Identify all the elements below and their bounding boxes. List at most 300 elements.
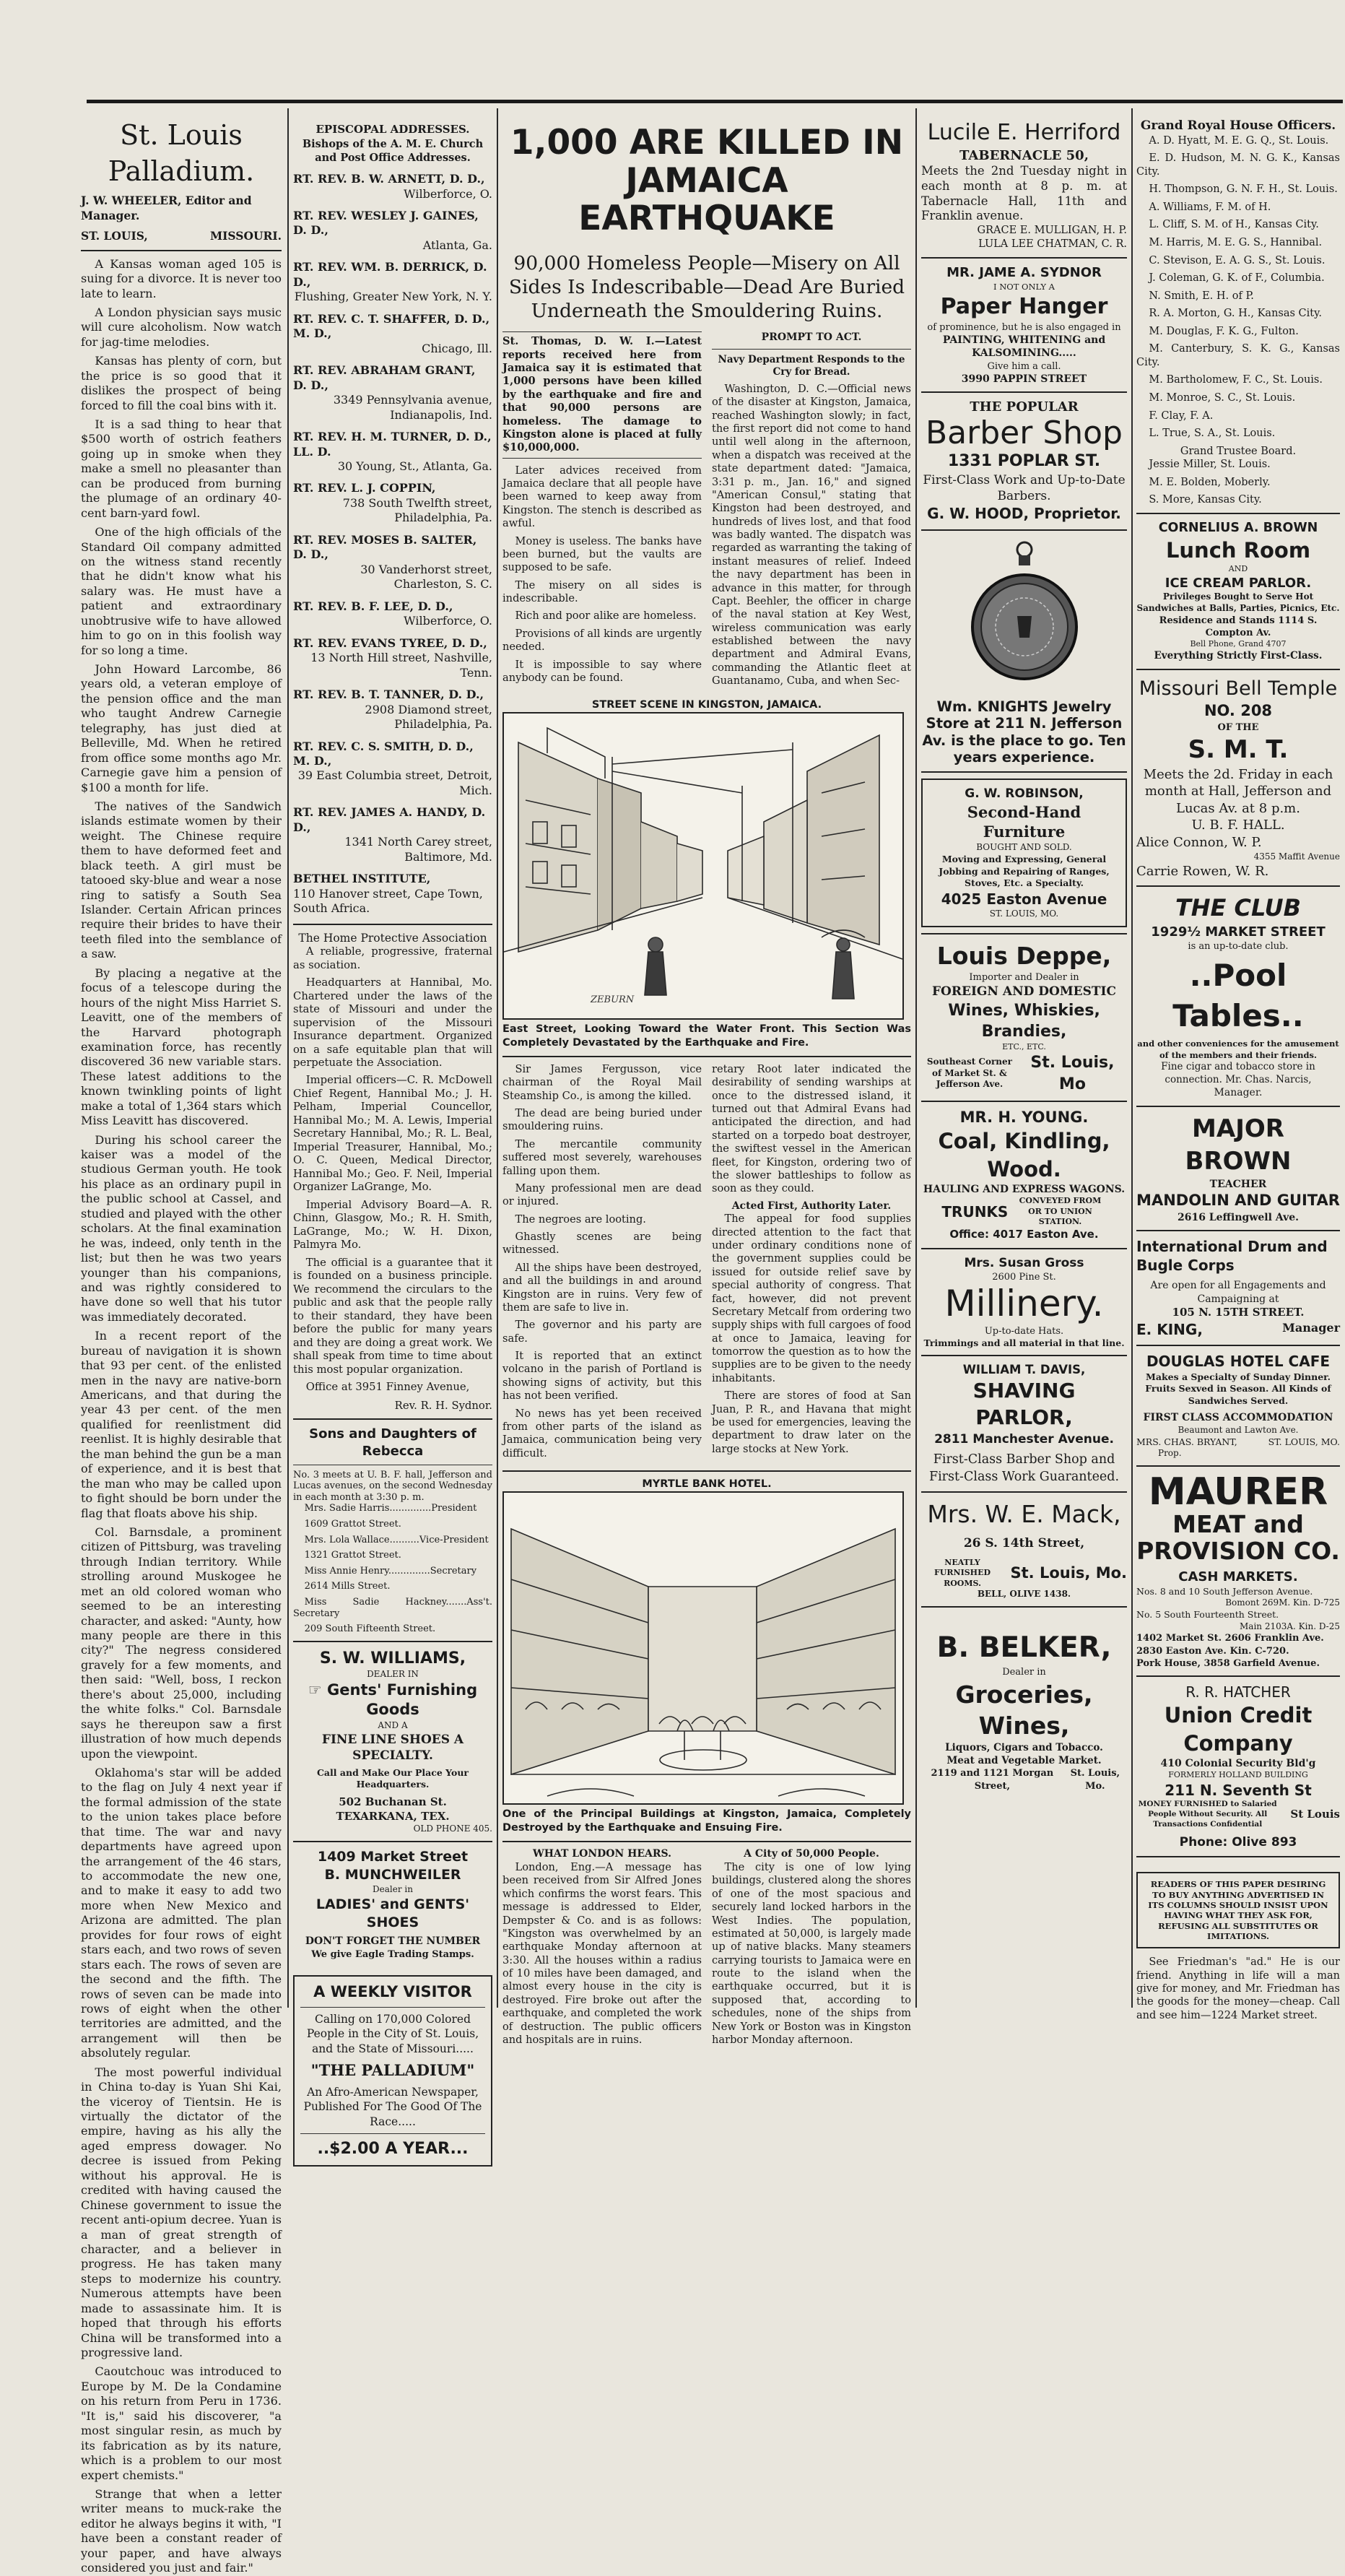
hatcher-row: [1136, 1800, 1340, 1830]
bishop-entry: [293, 636, 492, 680]
deppe-corner-row: [921, 1052, 1127, 1094]
royal-officer: L. Cliff, S. M. of H., Kansas City.: [1149, 219, 1319, 231]
belker-goods: Groceries, Wines,: [955, 1680, 1093, 1740]
trustee: S. More, Kansas City.: [1149, 494, 1262, 506]
royal-officer: M. Bartholomew, F. C., St. Louis.: [1149, 374, 1323, 386]
main-top-left: [502, 331, 702, 692]
divider: [293, 1841, 492, 1842]
lead-paragraphs: [502, 464, 702, 685]
munchweiler-street: 1409 Market Street: [317, 1849, 469, 1865]
bishop-address: Chicago, Ill.: [422, 341, 492, 355]
major-teacher: TEACHER: [1209, 1178, 1267, 1190]
col1-paragraph: During his school career the kaiser was a model of the studious German youth. He took his place as an ordinary pupil in the public school at Cassel, and studied and played with the other scholars. At the final examination he was, indeed, only tenth in the list; but then he was two years younger than his companions, and was rightly considered to have done so well that his tutor was immediately decorated.: [81, 1132, 282, 1324]
gross-trim: Trimmings and all material in that line.: [923, 1337, 1125, 1348]
rebecca-officers: [293, 1503, 492, 1634]
divider: [1136, 1465, 1340, 1467]
lead-paragraph: It is impossible to say where anybody can be found.: [502, 658, 702, 684]
column-rule: [1131, 108, 1133, 2008]
bishop-address: Wilberforce, O.: [404, 186, 492, 201]
bell-no: NO. 208: [1203, 702, 1273, 720]
col1-paragraph: John Howard Larcombe, 86 years old, a veteran employe of the pension office and the man who taught Andrew Carnegie telegraphy, has just died at Belleville, Md. When he retired from office some months ago Mr. Carnegie gave him a pension of $100 a month for life.: [81, 662, 282, 794]
home-protective-title: The Home Protective Association: [298, 931, 487, 945]
divider: [300, 2007, 485, 2008]
maurer-m5: Pork House, 3858 Garfield Avenue.: [1136, 1657, 1320, 1669]
brown-and: AND: [1228, 564, 1248, 574]
home-protective-paragraph: Headquarters at Hannibal, Mo. Chartered under the laws of the state of Missouri and under the supervision of the Missouri Insurance department. Organized on a safe equitable plan that will perpetuate the Association.: [293, 976, 492, 1069]
belker-addr: 2119 and 1121 Morgan Street,: [931, 1768, 1054, 1792]
rebecca-officer-line: Mrs. Lola Wallace..........Vice-President: [304, 1534, 489, 1545]
divider: [502, 1470, 911, 1472]
munchweiler-dealer: Dealer in: [373, 1884, 413, 1895]
top-rule: [87, 100, 1343, 103]
bell-temple-ad: [1136, 676, 1340, 880]
bell-smt: S. M. T.: [1188, 735, 1289, 765]
douglas-cross: Beaumont and Lawton Ave.: [1178, 1424, 1299, 1435]
maurer-m1-phone: Bomont 269M. Kin. D-725: [1225, 1597, 1340, 1608]
bishop-name: RT. REV. EVANS TYREE, D. D.,: [293, 636, 487, 650]
masthead-editor: J. W. WHEELER, Editor and Manager.: [81, 194, 252, 222]
column-1: [81, 108, 282, 2575]
barber-addr: 1331 POPLAR ST.: [947, 452, 1101, 471]
bishop-address: 13 North Hill street, Nashville, Tenn.: [310, 651, 492, 680]
williams-city: TEXARKANA, TEX.: [336, 1809, 450, 1823]
brown-priv: Privileges Bought to Serve Hot Sandwiches at Balls, Parties, Picnics, Etc.: [1136, 591, 1340, 614]
maurer-m1: Nos. 8 and 10 South Jefferson Avenue.: [1136, 1585, 1313, 1597]
mack-row: [921, 1558, 1127, 1590]
bishop-entry: [293, 363, 492, 422]
herriford-tab: TABERNACLE 50,: [959, 147, 1089, 163]
col1-paragraph: Oklahoma's star will be added to the flag on July 4 next year if the formal admission of the state to the union takes place before that time. The war and navy departments have agreed upon the arrangement of the 46 stars, to accommodate the new one, and to make it easy to add two more when New Mexico and Arizona are admitted. The plan provides for four rows of eight stars each, and two rows of seven stars each. The rows of seven are the second and the fifth. The rows of seven can be made into rows of eight when the other territories are admitted, and the arrangement will then be absolutely regular.: [81, 1765, 282, 2060]
belker-liquors: Liquors, Cigars and Tobacco.: [945, 1741, 1103, 1753]
young-office: Office: 4017 Easton Ave.: [949, 1227, 1099, 1241]
rebecca-officer-line: Mrs. Sadie Harris..............President: [304, 1503, 477, 1514]
sydnor-addr: 3990 PAPPIN STREET: [961, 373, 1087, 385]
rebecca-officer-line: 209 South Fifteenth Street.: [304, 1623, 436, 1635]
bishop-entry: [293, 533, 492, 592]
williams-goods: [293, 1681, 492, 1720]
deppe-ad: [921, 940, 1127, 1095]
bethel-address: 110 Hanover street, Cape Town, South Africa.: [293, 886, 483, 916]
divider: [921, 1606, 1127, 1608]
belker-dealer: Dealer in: [1002, 1667, 1046, 1678]
visitor-title: A WEEKLY VISITOR: [313, 1982, 472, 2000]
robinson-sold: BOUGHT AND SOLD.: [976, 842, 1072, 853]
mack-city: St. Louis, Mo.: [1010, 1564, 1127, 1582]
royal-officer: M. Canterbury, S. K. G., Kansas City.: [1136, 343, 1340, 368]
douglas-prop-name: MRS. CHAS. BRYANT,: [1136, 1436, 1237, 1447]
brown-parlor: ICE CREAM PARLOR.: [1165, 575, 1312, 591]
royal-officer: L. True, S. A., St. Louis.: [1149, 428, 1276, 440]
maurer-cash: CASH MARKETS.: [1178, 1569, 1298, 1585]
col1-paragraph: The most powerful individual in China to-day is Yuan Shi Kai, the viceroy of Tientsin. He is virtually the dictator of the empire, having as his ally the aged empress dowager. No decree is issued from Peking without his approval. He is credited with having caused the Chinese government to issue the recent anti-opium decree. Yuan is a man of great strength of character, and a believer in progress. He has taken many steps to modernize his country. Numerous attempts have been made to assassinate him. It is hoped that through his efforts China will be transformed into a progressive land.: [81, 2065, 282, 2360]
hatcher-phone: Phone: Olive 893: [1179, 1834, 1297, 1849]
divider: [1136, 1106, 1340, 1107]
divider: [502, 1056, 911, 1057]
bell-wp: Alice Connon, W. P.: [1136, 835, 1262, 850]
royal-officer: M. Douglas, F. K. G., Fulton.: [1149, 325, 1299, 337]
mack-name: Mrs. W. E. Mack,: [927, 1499, 1121, 1528]
brown-res: Residence and Stands 1114 S. Compton Av.: [1159, 615, 1318, 639]
maurer-line1: MEAT and: [1172, 1510, 1304, 1539]
divider: [921, 1491, 1127, 1493]
hatcher-formerly: FORMERLY HOLLAND BUILDING: [1168, 1770, 1308, 1780]
drum-mgr-row: [1136, 1320, 1340, 1339]
column-4: [921, 108, 1127, 2015]
bishop-address: 30 Young, St., Atlanta, Ga.: [337, 459, 492, 474]
street-scene-illustration: [502, 712, 904, 1020]
rebecca-officer-line: 1321 Grattot Street.: [304, 1550, 401, 1561]
col1-paragraph: In a recent report of the bureau of navigation it is shown that 93 per cent. of the enlisted men in the navy are native-born Americans, and that during the year 43 per cent. of the men qualified for reenlistment did reenlist. It is highly desirable that the man behind the gun be a man of experience, and it is best that the man who may be called upon to fight should be born under the flag that floats above his ship.: [81, 1329, 282, 1520]
drum-mgr: Manager: [1282, 1320, 1340, 1335]
maurer-name: MAURER: [1148, 1470, 1328, 1514]
mid-left-paragraph: It is reported that an extinct volcano in the parish of Portland is showing signs of activity, but this has not been verified.: [502, 1350, 702, 1402]
trustee: Jessie Miller, St. Louis.: [1149, 459, 1271, 471]
bishop-name: RT. REV. H. M. TURNER, D. D., LL. D.: [293, 430, 492, 459]
club-pool: ..Pool Tables..: [1172, 958, 1304, 1033]
bishop-address: 39 East Columbia street, Detroit, Mich.: [297, 768, 492, 797]
munchweiler-stamps: We give Eagle Trading Stamps.: [311, 1948, 474, 1960]
young-name: MR. H. YOUNG.: [959, 1108, 1089, 1126]
col1-paragraph: Caoutchouc was introduced to Europe by M. De la Condamine on his return from Peru in 1736. "It is," said his discoverer, "a most singular resin, as much by its fabrication as by its nature, which is a problem to our most expert chemists.": [81, 2364, 282, 2482]
divider: [712, 349, 911, 350]
maurer-m2-phone: Main 2103A. Kin. D-25: [1240, 1621, 1340, 1631]
hatcher-money: MONEY FURNISHED to Salaried People Without Security. All Transactions Confidential: [1138, 1800, 1277, 1829]
friedman-note: See Friedman's "ad." He is our friend. Anything in life will a man give for money, and Mr. Friedman has the goods for the money—cheap. Call and see him—1224 Market street.: [1136, 1956, 1340, 2021]
home-protective-paragraph: Imperial officers—C. R. McDowell Chief Regent, Hannibal Mo.; J. H. Pelham, Imperial Councellor, Hannibal Mo.; M. A. Lewis, Imperial Secretary Hannibal, Mo.; R. L. Beal, Imperial Treasurer, Hannibal, Mo.; O. C. Queen, Medical Director, Hannibal Mo.; Geo. F. Neil, Imperial Organizer LaGrange, Mo.: [293, 1074, 492, 1194]
main-mid-columns: [502, 1063, 911, 1465]
bishop-name: RT. REV. B. W. ARNETT, D. D.,: [293, 172, 485, 186]
bishop-name: RT. REV. C. S. SMITH, D. D., M. D.,: [293, 739, 474, 768]
club-title: THE CLUB: [1175, 894, 1302, 922]
club-ad: [1136, 893, 1340, 1099]
davis-addr: 2811 Manchester Avenue.: [934, 1432, 1114, 1447]
mid-left-paragraph: All the ships have been destroyed, and all the buildings in and around Kingston are in ruins. Very few of them are safe to live in.: [502, 1261, 702, 1314]
douglas-cafe-ad: [1136, 1352, 1340, 1460]
bell-hall: U. B. F. HALL.: [1191, 818, 1285, 833]
city-head: A City of 50,000 People.: [744, 1848, 879, 1860]
major-inst: MANDOLIN AND GUITAR: [1136, 1192, 1340, 1209]
young-trunks-row: [921, 1196, 1127, 1228]
davis-title: SHAVING PARLOR,: [972, 1379, 1076, 1430]
mid-right-a: retary Root later indicated the desirability of sending warships at once to the distressed island, it turned out that Admiral Evans had anticipated the direction, and had started on a torpedo boat destroyer, the swiftest vessel in the American fleet, for Kingston, ordering two of the slower battleships to follow as soon as they could.: [712, 1062, 911, 1195]
lead-paragraph: Provisions of all kinds are urgently needed.: [502, 627, 702, 654]
maurer-ad: [1136, 1470, 1340, 1670]
divider: [921, 933, 1127, 934]
column-rule: [287, 108, 289, 2008]
munchweiler-name: B. MUNCHWEILER: [324, 1867, 461, 1883]
main-story: [502, 108, 911, 2046]
barber-title: Barber Shop: [926, 415, 1123, 452]
maurer-m3: 1402 Market St. 2606 Franklin Ave.: [1136, 1633, 1324, 1644]
london-text: London, Eng.—A message has been received from Sir Alfred Jones which confirms the worst fears. This message is addressed to Elder, Dempster & Co. and is as follows: "Kingston was overwhelmed by an earthquake Monday afternoon at 3:30. All the houses within a radius of 10 miles have been damaged, and almost every house in the city is destroyed. Fire broke out after the earthquake, and completed the work of destruction. The public officers and hospitals are in ruins.: [502, 1861, 702, 2046]
young-hauling: HAULING AND EXPRESS WAGONS.: [923, 1183, 1126, 1195]
barber-work: First-Class Work and Up-to-Date Barbers.: [923, 472, 1126, 503]
home-protective-paragraph: Imperial Advisory Board—A. R. Chinn, Glasgow, Mo.; R. H. Smith, LaGrange, Mo.; W. H. Dixon, Palmyra Mo.: [293, 1198, 492, 1252]
robinson-addr: 4025 Easton Avenue: [941, 890, 1107, 908]
bishop-entry: [293, 481, 492, 525]
col1-paragraph: By placing a negative at the focus of a telescope during the hours of the night Miss Harriet S. Leavitt, one of the members of the Harvard photograph examination force, has recently discovered 36 new variable stars. These latest additions to the known twinkling points of light make a total of 1,364 stars which Miss Leavitt has discovered.: [81, 966, 282, 1128]
bishop-name: RT. REV. L. J. COPPIN,: [293, 481, 436, 495]
bishop-entry: [293, 172, 492, 201]
trustee-list: [1136, 458, 1340, 507]
maurer-m4: 2830 Easton Ave. Kin. C-720.: [1136, 1645, 1289, 1657]
london-head: WHAT LONDON HEARS.: [532, 1848, 672, 1860]
bishop-entry: [293, 688, 492, 732]
herriford-officer2: LULA LEE CHATMAN, C. R.: [978, 238, 1127, 250]
col1-paragraph: Strange that when a letter writer means to muck-rake the editor he always begins it with, "I have been a constant reader of your paper, and have always considered you just and fair.": [81, 2486, 282, 2575]
hotel-illustration: [502, 1491, 904, 1805]
royal-officer-list: [1136, 134, 1340, 441]
douglas-prop-row: [1136, 1436, 1340, 1449]
major-brown-ad: [1136, 1113, 1340, 1224]
young-ad: [921, 1108, 1127, 1242]
royal-officer: F. Clay, F. A.: [1149, 409, 1214, 422]
williams-street: 502 Buchanan St.: [339, 1795, 447, 1808]
bishop-name: RT. REV. WESLEY J. GAINES, D. D.,: [293, 208, 479, 238]
masthead-city: ST. LOUIS,: [81, 229, 148, 243]
trustee: M. E. Bolden, Moberly.: [1149, 476, 1271, 488]
rebecca-intro: No. 3 meets at U. B. F. hall, Jefferson and Lucas avenues, on the second Wednesday in each month at 3:30 p. m.: [293, 1469, 492, 1503]
hatcher-name: R. R. HATCHER: [1185, 1683, 1291, 1701]
column-2: [293, 108, 492, 2159]
visitor-palladium: "THE PALLADIUM": [310, 2061, 475, 2080]
brown-title: Lunch Room: [1165, 537, 1311, 563]
divider: [921, 771, 1127, 773]
readers-notice: READERS OF THIS PAPER DESIRING TO BUY ANYTHING ADVERTISED IN ITS COLUMNS SHOULD INSIST UPON HAVING WHAT THEY ASK FOR, REFUSING ALL SUBSTITUTES OR IMITATIONS.: [1136, 1872, 1340, 1948]
hatcher-addr: 211 N. Seventh St: [1165, 1781, 1312, 1799]
royal-officer: N. Smith, E. H. of P.: [1149, 290, 1254, 302]
visitor-desc: An Afro-American Newspaper, Published For The Good Of The Race.....: [303, 2085, 482, 2128]
divider: [921, 391, 1127, 393]
rebecca-officer-line: 2614 Mills Street.: [304, 1581, 391, 1592]
col1-paragraph: It is a sad thing to hear that $500 worth of ostrich feathers going up in smoke when they make a smell no pleasanter than can be produced from burning the plumage of an ordinary 40-cent barn-yard fowl.: [81, 417, 282, 520]
prompt-sub: Navy Department Responds to the Cry for Bread.: [718, 353, 905, 378]
sydnor-prom: of prominence, but he is also engaged in: [927, 321, 1121, 333]
deppe-name: Louis Deppe,: [936, 941, 1112, 970]
drum-open: Are open for all Engagements and Campaigning at: [1150, 1280, 1326, 1305]
divider: [1136, 885, 1340, 887]
divider: [921, 529, 1127, 531]
bishop-entry: [293, 740, 492, 799]
sydnor-notonly: I NOT ONLY A: [993, 281, 1055, 292]
mid-left-paragraph: Ghastly scenes are being witnessed.: [502, 1231, 702, 1257]
herriford-officer1: GRACE E. MULLIGAN, H. P.: [977, 224, 1127, 236]
bishop-address: Wilberforce, O.: [404, 614, 492, 628]
visitor-price: ..$2.00 A YEAR...: [317, 2140, 469, 2159]
pic1-title: STREET SCENE IN KINGSTON, JAMAICA.: [591, 698, 822, 711]
belker-name: B. BELKER,: [936, 1631, 1112, 1664]
divider: [921, 1355, 1127, 1356]
bishop-address: 3349 Pennsylvania avenue, Indianapolis, Ind.: [333, 393, 492, 422]
lead-paragraph: Later advices received from Jamaica declare that all people have been warned to keep away from Kingston. The stench is described as awful.: [502, 464, 702, 530]
bishop-address: 738 South Twelfth street, Philadelphia, Pa.: [342, 495, 492, 525]
rebecca-officer-line: 1609 Grattot Street.: [304, 1519, 401, 1530]
royal-officer: H. Thompson, G. N. F. H., St. Louis.: [1149, 183, 1338, 196]
brown-name: CORNELIUS A. BROWN: [1158, 520, 1318, 535]
rebecca-title: Sons and Daughters of Rebecca: [309, 1426, 476, 1459]
royal-officer: R. A. Morton, G. H., Kansas City.: [1149, 308, 1322, 320]
robinson-ad: [921, 779, 1127, 927]
bishop-name: RT. REV. WM. B. DERRICK, D. D.,: [293, 260, 487, 289]
douglas-prop: Prop.: [1158, 1448, 1182, 1458]
drum-corps-ad: [1136, 1237, 1340, 1339]
sydnor-work: PAINTING, WHITENING and KALSOMINING.....: [942, 334, 1106, 360]
divider: [293, 1418, 492, 1420]
episcopal-title: EPISCOPAL ADDRESSES.: [315, 123, 470, 136]
maurer-line2: PROVISION CO.: [1136, 1536, 1340, 1565]
mack-phone: BELL, OLIVE 1438.: [977, 1589, 1071, 1600]
divider: [300, 2133, 485, 2134]
bishop-entry: [293, 312, 492, 356]
main-subhead: 90,000 Homeless People—Misery on All Sides Is Indescribable—Dead Are Buried Underneath the Smouldering Ruins.: [508, 251, 905, 323]
home-protective-paragraph: A reliable, progressive, fraternal as sociation.: [293, 945, 492, 971]
divider: [1136, 1230, 1340, 1231]
divider: [921, 1101, 1127, 1102]
belker-ad: [921, 1629, 1127, 1792]
bethel-name: BETHEL INSTITUTE,: [293, 872, 431, 886]
mid-left-paragraph: No news has yet been received from other parts of the island as Jamaica, communication being very difficult.: [502, 1407, 702, 1460]
robinson-city: ST. LOUIS, MO.: [989, 908, 1059, 919]
home-protective-paragraph: The official is a guarantee that it is founded on a business principle. We recommend the circulars to the public and ask that the people rally to their standard, they have been before the public for many years and they are doing a great work. We shall speak from time to time about this most popular organization.: [293, 1256, 492, 1376]
col1-paragraph: A Kansas woman aged 105 is suing for a divorce. It is never too late to learn.: [81, 256, 282, 300]
visitor-calling: Calling on 170,000 Colored People in the City of St. Louis, and the State of Missouri.....: [306, 2012, 479, 2055]
sydnor-ad: [921, 264, 1127, 386]
young-trunks: TRUNKS: [941, 1202, 1009, 1220]
young-conv: CONVEYED FROM OR TO UNION STATION.: [1019, 1196, 1102, 1227]
bishop-name: RT. REV. JAMES A. HANDY, D. D.,: [293, 805, 486, 834]
bishop-address: 30 Vanderhorst street, Charleston, S. C.: [360, 562, 492, 591]
herriford-name: Lucile E. Herriford: [927, 120, 1121, 145]
gross-title: Millinery.: [944, 1283, 1104, 1325]
pic2-title: MYRTLE BANK HOTEL.: [642, 1478, 772, 1490]
col1-paragraph: A London physician says music will cure alcoholism. Now watch for jag-time melodies.: [81, 305, 282, 349]
trustees-title: Grand Trustee Board.: [1180, 445, 1297, 457]
divider: [1136, 1345, 1340, 1346]
prompt-head: PROMPT TO ACT.: [761, 331, 862, 344]
main-headline: 1,000 ARE KILLED IN JAMAICA EARTHQUAKE: [510, 123, 904, 239]
young-goods: Coal, Kindling, Wood.: [938, 1129, 1110, 1181]
davis-name: WILLIAM T. DAVIS,: [962, 1363, 1086, 1377]
weekly-visitor-ad: [293, 1975, 492, 2167]
herriford-text: Meets the 2nd Tuesday night in each month at 8 p. m. at Tabernacle Hall, 11th and Franklin avenue.: [921, 164, 1127, 223]
williams-dealer: DEALER IN: [367, 1668, 419, 1679]
belker-meat: Meat and Vegetable Market.: [946, 1754, 1102, 1766]
barber-popular: THE POPULAR: [970, 399, 1079, 415]
col1-paragraphs: [81, 257, 282, 2576]
gross-hats: Up-to-date Hats.: [984, 1325, 1064, 1337]
mid-left-paragraph: The dead are being buried under smouldering ruins.: [502, 1107, 702, 1133]
deppe-goods: Wines, Whiskies, Brandies,: [948, 1001, 1100, 1041]
rebecca-officer-line: Miss Sadie Hackney.......Ass't. Secretary: [293, 1597, 492, 1619]
williams-name: S. W. WILLIAMS,: [319, 1649, 466, 1668]
davis-work2: First-Class Work Guaranteed.: [928, 1469, 1120, 1484]
club-tag: is an up-to-date club.: [1188, 941, 1289, 953]
divider: [293, 1641, 492, 1642]
hand-pointer-icon: ☞: [308, 1681, 322, 1699]
col1-paragraph: The natives of the Sandwich islands estimate women by their weight. The Chinese require them to have deformed feet and black teeth. A girl must be tatooed sky-blue and wear a nose ring to satisfy a South Sea Islander. Certain African princes require their brides to have their teeth filed into the semblance of a saw.: [81, 799, 282, 961]
divider: [1136, 1675, 1340, 1677]
brown-ad: [1136, 520, 1340, 663]
barber-prop: G. W. HOOD, Proprietor.: [927, 505, 1121, 523]
main-top-columns: [502, 331, 911, 692]
williams-shoes: FINE LINE SHOES A SPECIALTY.: [321, 1732, 464, 1764]
club-addr: 1929½ MARKET STREET: [1151, 924, 1326, 940]
major-addr: 2616 Leffingwell Ave.: [1177, 1211, 1300, 1223]
deppe-importer: Importer and Dealer in: [969, 972, 1079, 984]
deppe-etc: ETC., ETC.: [1002, 1041, 1046, 1051]
herriford-ad: [921, 118, 1127, 251]
prompt-text: Washington, D. C.—Official news of the disaster at Kingston, Jamaica, reached Washington slowly; in fact, the first report did not come to hand until well along in the afternoon, when a dispatch was received at the state department dated: "Jamaica, 3:31 p. m., Jan. 16," and signed "American Consul," stating that Kingston had been destroyed, and hundreds of lives lost, and that food was badly wanted. The dispatch was regarded as warranting the taking of instant measures of relief. Indeed the navy department has been in advance in this matter, for through Capt. Beehler, the officer in charge of the naval station at Key West, wireless communication was early established between the navy department and Admiral Evans, commanding the Atlantic fleet at Guantanamo, Cuba, and when Sec-: [712, 382, 911, 688]
lead-paragraph: The misery on all sides is indescribable.: [502, 578, 702, 604]
douglas-first: FIRST CLASS ACCOMMODATION: [1143, 1412, 1333, 1424]
robinson-moving: Moving and Expressing, General Jobbing and Repairing of Ranges, Stoves, Etc. a Specialty.: [939, 854, 1110, 889]
davis-work1: First-Class Barber Shop and: [933, 1452, 1115, 1467]
pic2-caption: One of the Principal Buildings at Kingston, Jamaica, Completely Destroyed by the Earthquake and Ensuing Fire.: [502, 1808, 911, 1834]
column-5: [1136, 108, 1340, 2021]
mid-right-b-paragraphs: [712, 1213, 911, 1456]
munchweiler-goods: LADIES' and GENTS' SHOES: [315, 1896, 470, 1931]
douglas-spec: Makes a Specialty of Sunday Dinner. Fruits Sexved in Season. All Kinds of Sandwiches Served.: [1145, 1371, 1331, 1406]
knights-ad: Wm. KNIGHTS Jewelry Store at 211 N. Jefferson Av. is the place to go. Ten years experience.: [922, 698, 1126, 766]
royal-officer: M. Monroe, S. C., St. Louis.: [1149, 391, 1296, 404]
bishop-name: RT. REV. B. T. TANNER, D. D.,: [293, 688, 484, 702]
divider: [1136, 513, 1340, 514]
mack-addr: 26 S. 14th Street,: [963, 1536, 1085, 1551]
svg-text:ZEBURN: ZEBURN: [591, 994, 635, 1005]
maurer-m2: No. 5 South Fourteenth Street.: [1136, 1609, 1279, 1621]
deppe-corner: Southeast Corner of Market St. & Jefferson Ave.: [926, 1056, 1012, 1090]
mid-right-paragraph: The appeal for food supplies directed attention to the fact that under ordinary conditions none of the government supplies could be issued for outside relief save by special authority of congress. That fact, however, did not prevent Secretary Metcalf from ordering two supply ships with full cargoes of food at once to Jamaica, leaving for tomorrow the question as to how the supplies are to be given to the needy inhabitants.: [712, 1213, 911, 1384]
masthead-state: MISSOURI.: [209, 229, 282, 243]
royal-officer: J. Coleman, G. K. of F., Columbia.: [1149, 272, 1325, 285]
club-conv: and other conveniences for the amusement of the members and their friends.: [1137, 1038, 1339, 1060]
bishop-address: 1341 North Carey street, Baltimore, Md.: [344, 835, 492, 864]
divider: [921, 1248, 1127, 1249]
williams-goods-text: Gents' Furnishing Goods: [327, 1681, 478, 1719]
bell-wr: Carrie Rowen, W. R.: [1136, 863, 1269, 879]
belker-row: [921, 1767, 1127, 1792]
hatcher-title: Union Credit Company: [1164, 1703, 1313, 1756]
club-cigar: Fine cigar and tobacco store in connection. Mr. Chas. Narcis,: [1161, 1060, 1315, 1085]
douglas-city: ST. LOUIS, MO.: [1268, 1436, 1340, 1447]
mid-right: [712, 1063, 911, 1465]
col1-paragraph: Col. Barnsdale, a prominent citizen of Pittsburg, was traveling through Indian territory. While strolling around Muskogee he met an old colored woman who seemed to be an interesting character, and asked: "Aunty, how many people are there in this city?" The negress considered gravely for a few moments, and then said: "Well, boss, I reckon there's about 25,000, including the white folks." Col. Barnsdale says he thereupon saw a first illustration of how much depends upon the viewpoint.: [81, 1525, 282, 1761]
hatcher-city: St Louis: [1290, 1808, 1340, 1821]
column-rule: [497, 108, 498, 2008]
city-text: The city is one of low lying buildings, clustered along the shores of one of the most spacious and securely land locked harbors in the West Indies. The population, estimated at 50,000, is largely made up of native blacks. Many steamers carrying tourists to Jamaica were en route to the island when the earthquake occurred, but it is supposed that, according to schedules, none of the ships from New York or Boston was in Kingston harbor Monday afternoon.: [712, 1861, 911, 2046]
royal-officer: E. D. Hudson, M. N. G. K., Kansas City.: [1136, 152, 1340, 178]
royal-officer: M. Harris, M. E. G. S., Hannibal.: [1149, 237, 1323, 249]
bishop-entry: [293, 209, 492, 253]
divider: [1136, 1856, 1340, 1857]
divider: [81, 250, 282, 251]
robinson-title: Second-Hand Furniture: [967, 802, 1081, 841]
drum-title: International Drum and Bugle Corps: [1136, 1238, 1328, 1275]
acted-head: Acted First, Authority Later.: [731, 1200, 892, 1212]
column-rule: [915, 108, 917, 2008]
bishop-name: RT. REV. B. F. LEE, D. D.,: [293, 599, 453, 613]
barber-ad: [921, 399, 1127, 523]
home-protective-paragraph: Office at 3951 Finney Avenue,: [305, 1381, 470, 1394]
masthead-location: [81, 229, 282, 243]
bishop-list: [293, 172, 492, 864]
lead-paragraph: Money is useless. The banks have been burned, but the vaults are supposed to be safe.: [502, 534, 702, 574]
gross-ad: [921, 1255, 1127, 1350]
bell-meets: Meets the 2d. Friday in each month at Hall, Jefferson and Lucas Av. at 8 p.m.: [1143, 767, 1333, 816]
main-lead: St. Thomas, D. W. I.—Latest reports received here from Jamaica say it is estimated that 1,000 persons have been killed by the earthquake and fire and that 90,000 persons are homeless. The damage to Kingston alone is placed at fully $10,000,000.: [502, 331, 702, 458]
bishop-entry: [293, 805, 492, 864]
bell-title: Missouri Bell Temple: [1139, 677, 1338, 700]
